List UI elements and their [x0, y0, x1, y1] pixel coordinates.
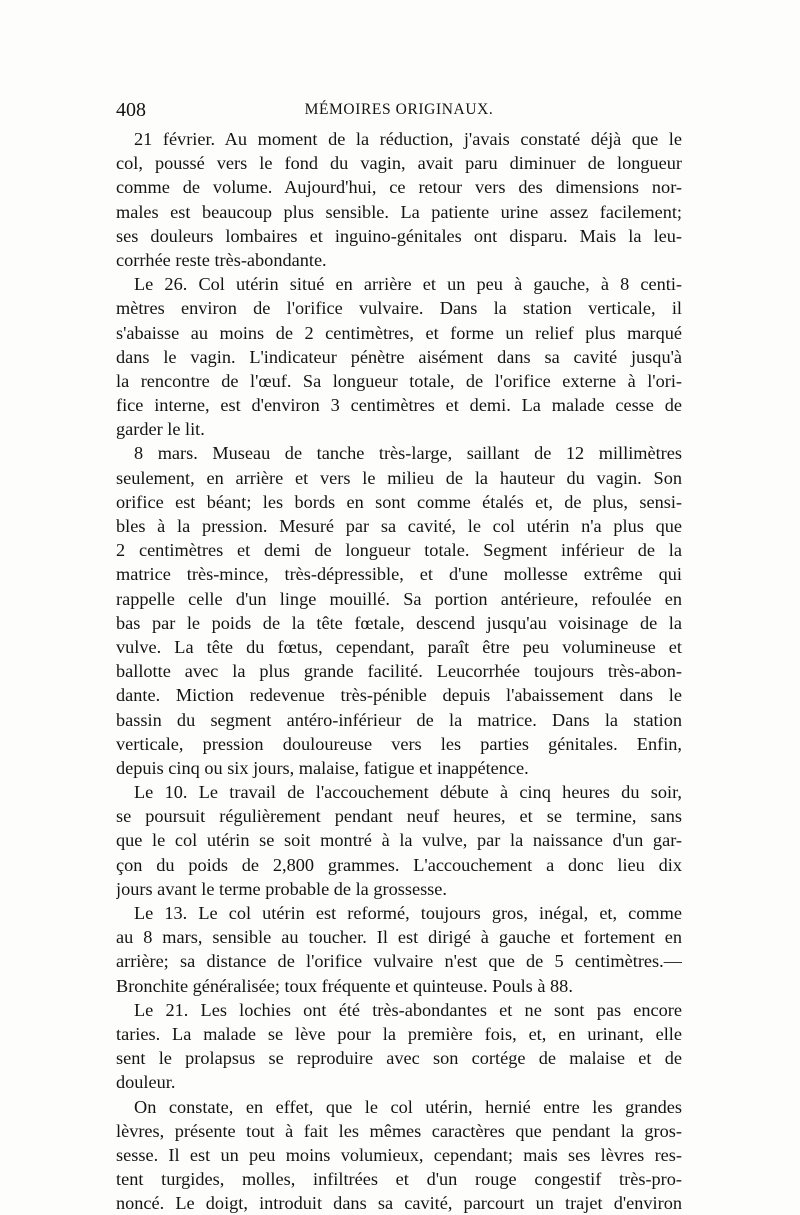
text-line: sent le prolapsus se reproduire avec son cortége de malaise et de	[116, 1048, 682, 1069]
text-line: dante. Miction redevenue très-pénible depuis l'abaissement dans le	[116, 685, 682, 706]
text-line: mètres environ de l'orifice vulvaire. Dans la station verticale, il	[116, 298, 682, 319]
text-line: rappelle celle d'un linge mouillé. Sa portion antérieure, refoulée en	[116, 588, 682, 609]
text-line: Le 13. Le col utérin est reformé, toujours gros, inégal, et, comme	[134, 903, 682, 923]
text-line: 21 février. Au moment de la réduction, j'avais constaté déjà que le	[134, 129, 682, 149]
text-line: que le col utérin se soit montré à la vulve, par la naissance d'un gar-	[116, 830, 682, 851]
text-line: la rencontre de l'œuf. Sa longueur totale, de l'orifice externe à l'ori-	[116, 370, 682, 391]
text-line: garder le lit.	[116, 419, 205, 440]
text-line: noncé. Le doigt, introduit dans sa cavité, parcourt un trajet d'environ	[116, 1193, 682, 1214]
text-line: Le 21. Les lochies ont été très-abondantes et ne sont pas encore	[134, 999, 682, 1020]
text-line: males est beaucoup plus sensible. La patiente urine assez facilement;	[116, 201, 682, 222]
text-line: au 8 mars, sensible au toucher. Il est dirigé à gauche et fortement en	[116, 927, 682, 948]
text-line: jours avant le terme probable de la grossesse.	[116, 878, 447, 899]
text-line: lèvres, présente tout à fait les mêmes caractères que pendant la gros-	[116, 1120, 682, 1141]
text-line: fice interne, est d'environ 3 centimètres et demi. La malade cesse de	[116, 395, 682, 416]
text-line: vulve. La tête du fœtus, cependant, paraît être peu volumineuse et	[116, 636, 682, 657]
text-line: On constate, en effet, que le col utérin, hernié entre les grandes	[134, 1096, 682, 1117]
text-line: ballotte avec la plus grande facilité. Leucorrhée toujours très-abon-	[116, 661, 682, 682]
text-line: bas par le poids de la tête fœtale, descend jusqu'au voisinage de la	[116, 612, 682, 633]
text-line: Le 10. Le travail de l'accouchement débute à cinq heures du soir,	[134, 782, 682, 803]
text-line: col, poussé vers le fond du vagin, avait paru diminuer de longueur	[116, 153, 682, 174]
text-line: 2 centimètres et demi de longueur totale. Segment inférieur de la	[116, 540, 682, 561]
page-number: 408	[116, 99, 146, 121]
text-line: se poursuit régulièrement pendant neuf heures, et se termine, sans	[116, 806, 682, 827]
text-line: tent turgides, molles, infiltrées et d'un rouge congestif très-pro-	[116, 1169, 682, 1190]
text-line: orifice est béant; les bords en sont comme étalés et, de plus, sensi-	[116, 491, 682, 512]
text-line: Bronchite généralisée; toux fréquente et quinteuse. Pouls à 88.	[116, 975, 573, 996]
text-line: s'abaisse au moins de 2 centimètres, et forme un relief plus marqué	[116, 322, 682, 343]
text-line: depuis cinq ou six jours, malaise, fatigue et inappétence.	[116, 757, 529, 778]
text-line: bassin du segment antéro-inférieur de la matrice. Dans la station	[116, 709, 682, 730]
page-header	[116, 97, 682, 123]
text-line: sesse. Il est un peu moins volumieux, cependant; mais ses lèvres res-	[116, 1144, 682, 1165]
text-line: 8 mars. Museau de tanche très-large, saillant de 12 millimètres	[134, 443, 682, 464]
text-line: corrhée reste très-abondante.	[116, 249, 327, 270]
text-line: çon du poids de 2,800 grammes. L'accouchement a donc lieu dix	[116, 854, 682, 875]
running-title: MÉMOIRES ORIGINAUX.	[304, 101, 494, 118]
text-line: taries. La malade se lève pour la première fois, et, en urinant, elle	[116, 1023, 682, 1044]
text-line: comme de volume. Aujourd'hui, ce retour vers des dimensions nor-	[116, 177, 682, 198]
text-line: verticale, pression douloureuse vers les parties génitales. Enfin,	[116, 733, 682, 754]
text-line: matrice très-mince, très-dépressible, et d'une mollesse extrême qui	[116, 564, 682, 585]
text-line: douleur.	[116, 1072, 176, 1093]
text-line: Le 26. Col utérin situé en arrière et un peu à gauche, à 8 centi-	[134, 274, 682, 295]
text-line: arrière; sa distance de l'orifice vulvaire n'est que de 5 centimètres.—	[116, 951, 682, 972]
text-line: ses douleurs lombaires et inguino-génitales ont disparu. Mais la leu-	[116, 225, 682, 246]
body-text	[116, 127, 682, 1215]
text-line: bles à la pression. Mesuré par sa cavité, le col utérin n'a plus que	[116, 516, 682, 536]
text-line: seulement, en arrière et vers le milieu de la hauteur du vagin. Son	[116, 467, 682, 488]
text-line: dans le vagin. L'indicateur pénètre aisément dans sa cavité jusqu'à	[116, 346, 682, 367]
